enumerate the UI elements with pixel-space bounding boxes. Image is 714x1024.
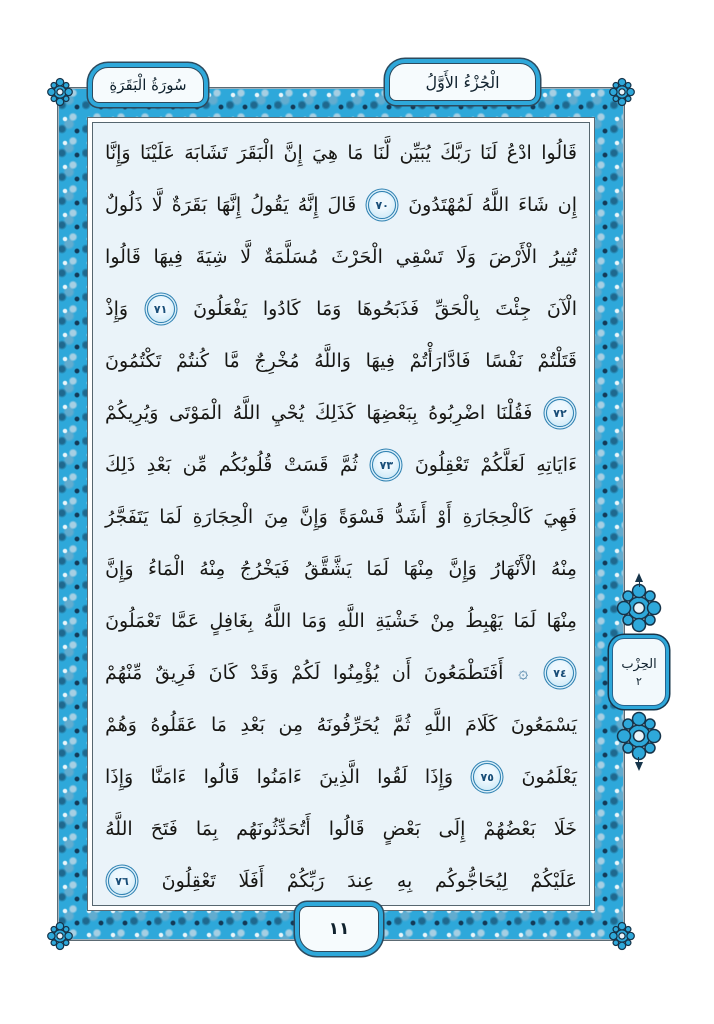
quran-word: وَلَا: [456, 246, 477, 268]
quran-line: [105, 127, 577, 179]
quran-word: تَعْمَلُونَ: [105, 610, 161, 632]
quran-word: أَفَلَا: [238, 870, 265, 892]
quran-word: كَلَامَ: [465, 714, 498, 736]
quran-word: مِنْهُ: [199, 558, 226, 580]
quran-word: قَالُوا: [105, 246, 141, 268]
quran-word: وَإِنَّ: [448, 558, 477, 580]
quran-word: ادْعُ: [506, 142, 532, 164]
quran-word: بِالْحَقِّ: [434, 298, 480, 320]
quran-word: فِيهَا: [365, 350, 395, 372]
quran-word: قَسَتْ: [283, 454, 329, 476]
quran-word: بِبَعْضِهَا: [366, 402, 418, 424]
quran-line: [105, 803, 577, 855]
hizb-plaque: [612, 638, 666, 706]
quran-word: وَإِذْ: [105, 298, 129, 320]
quran-word: ءَايَاتِهِ: [536, 454, 577, 476]
quran-word: يُحْيِ: [270, 402, 305, 424]
quran-word: عَلَيْكُمْ: [530, 870, 577, 892]
quran-word: فَذَبَحُوهَا: [356, 298, 420, 320]
quran-word: لَمَا: [366, 558, 389, 580]
corner-ornament-icon: [607, 920, 637, 952]
quran-word: مُخْرِجٌ: [254, 350, 300, 372]
quran-word: ذَلُولٌ: [105, 194, 143, 216]
quran-word: الْأَنْهَارُ: [491, 558, 537, 580]
verse-number-medallion: ٧٥: [473, 763, 501, 791]
quran-word: بَعْضُهُمْ: [483, 818, 536, 840]
quran-word: بَعْدِ: [146, 454, 172, 476]
quran-word: لَمَا: [513, 610, 537, 632]
quran-word: فَرِيقٌ: [155, 662, 196, 684]
quran-word: تَعْقِلُونَ: [414, 454, 469, 476]
quran-word: يَتَفَجَّرُ: [105, 506, 149, 528]
verse-number-medallion: ٧١: [147, 295, 175, 323]
corner-ornament-icon: [607, 76, 637, 108]
quran-word: إِنَّهُ: [297, 194, 319, 216]
quran-line: [105, 335, 577, 387]
quran-word: بَعْدِ: [240, 714, 265, 736]
quran-word: خَلَا: [553, 818, 577, 840]
text-panel: [92, 122, 590, 906]
quran-word: تَعْقِلُونَ: [161, 870, 216, 892]
quran-word: تُثِيرُ: [549, 246, 577, 268]
quran-word: وَقَدْ: [250, 662, 279, 684]
quran-word: إِن: [557, 194, 577, 216]
quran-word: كَالْحِجَارَةِ: [462, 506, 533, 528]
quran-line: [105, 387, 577, 439]
quran-line: [105, 543, 577, 595]
quran-word: اضْرِبُوهُ: [428, 402, 486, 424]
quran-word: وَيُرِيكُمْ: [105, 402, 159, 424]
juz-title: الْجُزْءُ الأَوَّلُ: [425, 72, 500, 92]
surah-title: سُورَةُ الْبَقَرَةِ: [109, 76, 187, 94]
verse-number-medallion: ٧٤: [546, 659, 574, 687]
quran-word: لِيُحَاجُّوكُم: [435, 870, 508, 892]
quran-word: ثُمَّ: [392, 714, 411, 736]
quran-line: [105, 179, 577, 231]
quran-word: كُنتُمْ: [175, 350, 210, 372]
quran-word: الْبَقَرَ: [237, 142, 275, 164]
quran-word: الْمَاءُ: [148, 558, 185, 580]
quran-word: وَمَا: [316, 298, 342, 320]
quran-word: فَقُلْنَا: [495, 402, 533, 424]
quran-word: مُسَلَّمَةٌ: [263, 246, 319, 268]
spear-bottom-icon: [635, 762, 643, 771]
quran-word: نَفْسًا: [485, 350, 523, 372]
verse-number-medallion: ٧٢: [546, 399, 574, 427]
corner-ornament-icon: [45, 920, 75, 952]
quran-word: لَمَا: [159, 506, 182, 528]
quran-word: لَعَلَّكُمْ: [480, 454, 525, 476]
quran-word: وَإِنَّا: [105, 142, 131, 164]
quran-word: وَإِذَا: [105, 766, 134, 788]
quran-word: الْحِجَارَةِ: [192, 506, 254, 528]
quran-word: وَاللَّهُ: [314, 350, 351, 372]
quran-word: أَن: [391, 662, 412, 684]
quran-line: [105, 439, 577, 491]
quran-word: فَهِيَ: [543, 506, 577, 528]
quran-line: [105, 751, 577, 803]
quran-word: رَبِّكُمْ: [286, 870, 325, 892]
quran-word: قَالَ: [327, 194, 357, 216]
quran-word: لَّنَا: [372, 142, 391, 164]
quran-word: يَفْعَلُونَ: [193, 298, 248, 320]
quran-word: قَالُوا: [328, 818, 365, 840]
quran-word: أَشَدُّ: [395, 506, 427, 528]
quran-word: تَسْقِي: [395, 246, 444, 268]
quran-line: [105, 595, 577, 647]
quran-word: مَّا: [223, 350, 240, 372]
quran-word: يَقُولُ: [250, 194, 289, 216]
quran-word: لَمُهْتَدُونَ: [408, 194, 473, 216]
quran-word: لَقُوا: [377, 766, 408, 788]
quran-word: إِنَّ: [283, 142, 303, 164]
quran-text-area: [105, 127, 577, 901]
quran-word: ثُمَّ: [339, 454, 358, 476]
quran-word: جِئْتَ: [495, 298, 532, 320]
quran-word: يُحَرِّفُونَهُ: [316, 714, 380, 736]
quran-word: الْأَرْضَ: [488, 246, 538, 268]
quran-word: شَاءَ: [518, 194, 549, 216]
quran-word: خَشْيَةِ: [375, 610, 420, 632]
quran-word: مِنَ: [263, 506, 289, 528]
quran-word: كَانَ: [208, 662, 238, 684]
quran-word: تَكْتُمُونَ: [105, 350, 162, 372]
juz-title-cartouche: [389, 63, 536, 101]
spear-top-icon: [635, 573, 643, 582]
quran-word: وَإِنَّ: [299, 506, 328, 528]
quran-word: قَتَلْتُمْ: [537, 350, 577, 372]
quran-word: اللَّهِ: [337, 610, 365, 632]
quran-word: أَفَتَطْمَعُونَ: [423, 662, 504, 684]
quran-word: يَهْبِطُ: [465, 610, 504, 632]
quran-word: بِمَا: [195, 818, 218, 840]
quran-word: فَتَحَ: [150, 818, 178, 840]
quran-word: قَسْوَةً: [338, 506, 385, 528]
hizb-label: الحِزْب: [621, 656, 657, 672]
quran-line: [105, 647, 577, 699]
quran-word: فَادَّارَأْتُمْ: [409, 350, 471, 372]
quran-word: قُلُوبُكُم: [218, 454, 273, 476]
quran-word: ذَلِكَ: [105, 454, 136, 476]
ornamental-border-frame: [57, 87, 625, 941]
quran-word: مِنْهَا: [546, 610, 577, 632]
quran-word: رَبَّكَ: [440, 142, 471, 164]
quran-word: مِنْ: [430, 610, 455, 632]
verse-number-medallion: ٧٠: [368, 191, 396, 219]
quran-line: [105, 283, 577, 335]
quran-line: [105, 699, 577, 751]
quran-word: لَّا: [240, 246, 252, 268]
quran-word: عَلَيْنَا: [139, 142, 175, 164]
quran-word: الْآنَ: [546, 298, 577, 320]
quran-word: قَالُوا: [541, 142, 577, 164]
verse-number-medallion: ٧٣: [372, 451, 400, 479]
quran-word: يُبَيِّن: [399, 142, 431, 164]
page-number: ١١: [328, 919, 350, 939]
page-number-cartouche: [299, 906, 379, 952]
quran-word: اللَّهُ: [263, 610, 292, 632]
quran-word: وَهُمْ: [105, 714, 137, 736]
quran-word: كَادُوا: [262, 298, 301, 320]
quran-word: وَمَا: [301, 610, 327, 632]
rub-el-hizb-icon: ۞: [518, 663, 529, 683]
quran-word: إِنَّهَا: [216, 194, 242, 216]
quran-word: مِنْهَا: [403, 558, 434, 580]
quran-word: لَّا: [151, 194, 163, 216]
quran-word: أَتُحَدِّثُونَهُم: [236, 818, 311, 840]
quran-word: كَذَلِكَ: [314, 402, 356, 424]
hizb-marker: [605, 560, 673, 784]
quran-word: يَعْلَمُونَ: [521, 766, 577, 788]
hizb-ornament-top-icon: [616, 582, 662, 634]
quran-word: بِهِ: [396, 870, 413, 892]
quran-word: بَعْضٍ: [382, 818, 421, 840]
quran-line: [105, 855, 577, 907]
quran-word: اللَّهُ: [481, 194, 510, 216]
quran-word: وَإِذَا: [424, 766, 454, 788]
verse-number-medallion: ٧٦: [108, 867, 136, 895]
quran-word: مَا: [211, 714, 227, 736]
quran-word: مِّن: [182, 454, 208, 476]
quran-word: اللَّهُ: [105, 818, 133, 840]
quran-word: عَقَلُوهُ: [150, 714, 198, 736]
quran-line: [105, 231, 577, 283]
hizb-number: ٢: [636, 674, 642, 688]
quran-word: فِيهَا: [153, 246, 183, 268]
surah-title-cartouche: [92, 67, 204, 103]
quran-word: عَمَّا: [170, 610, 200, 632]
quran-word: مِّنْهُمْ: [105, 662, 143, 684]
quran-word: شِيَةَ: [195, 246, 228, 268]
quran-word: هِيَ: [312, 142, 339, 164]
quran-word: لَكُمْ: [291, 662, 321, 684]
quran-word: الْحَرْثَ: [331, 246, 383, 268]
quran-word: وَإِنَّ: [105, 558, 134, 580]
quran-word: إِلَى: [438, 818, 466, 840]
quran-word: لَنَا: [480, 142, 498, 164]
quran-word: فَيَخْرُجُ: [239, 558, 290, 580]
quran-word: اللَّهُ: [232, 402, 261, 424]
quran-line: [105, 491, 577, 543]
quran-word: بِغَافِلٍ: [209, 610, 254, 632]
quran-word: مَا: [347, 142, 364, 164]
quran-word: يُؤْمِنُوا: [332, 662, 380, 684]
quran-word: اللَّهِ: [424, 714, 452, 736]
quran-word: بَقَرَةٌ: [171, 194, 208, 216]
quran-word: الَّذِينَ: [319, 766, 360, 788]
quran-word: مِنْهُ: [550, 558, 577, 580]
quran-word: يَشَّقَّقُ: [304, 558, 352, 580]
quran-word: يَسْمَعُونَ: [510, 714, 577, 736]
corner-ornament-icon: [45, 76, 75, 108]
quran-word: الْمَوْتَى: [169, 402, 223, 424]
quran-word: أَوْ: [437, 506, 452, 528]
quran-word: تَشَابَهَ: [184, 142, 228, 164]
quran-word: ءَامَنُوا: [256, 766, 302, 788]
quran-word: عِندَ: [347, 870, 375, 892]
quran-word: ءَامَنَّا: [150, 766, 187, 788]
hizb-ornament-bottom-icon: [616, 710, 662, 762]
quran-word: مِن: [278, 714, 304, 736]
quran-word: قَالُوا: [203, 766, 240, 788]
